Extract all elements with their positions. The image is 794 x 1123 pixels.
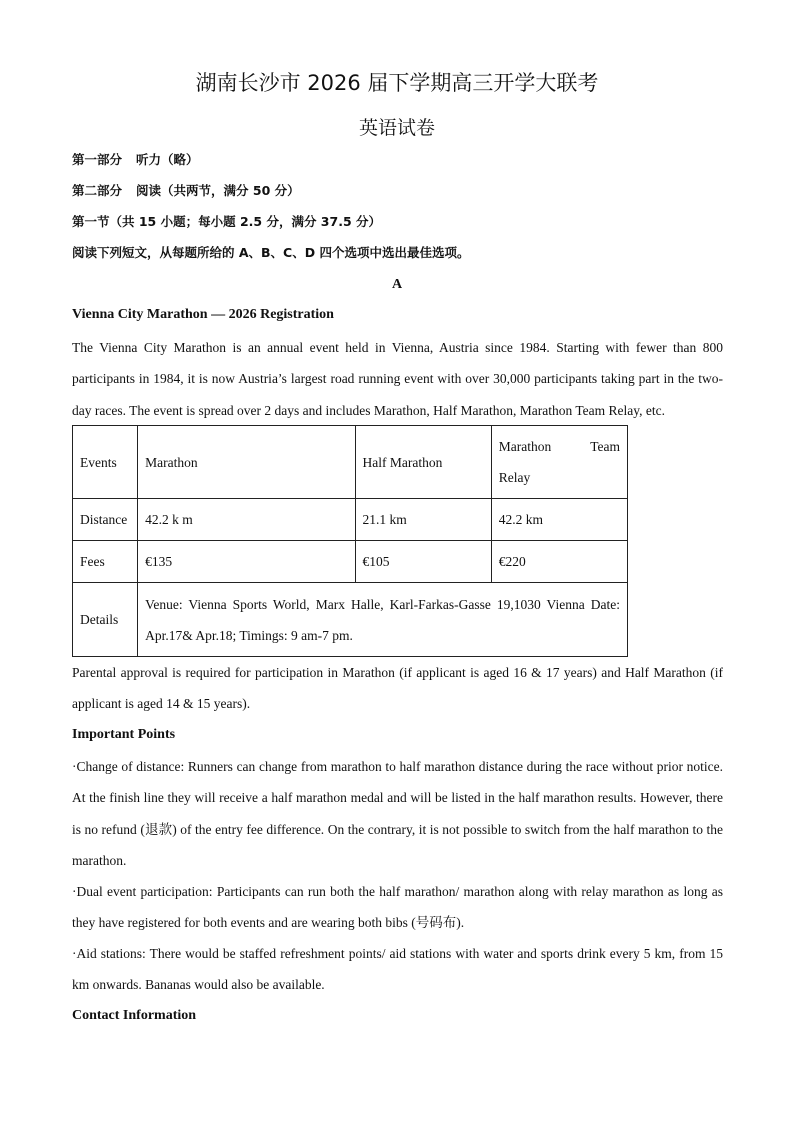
dual-event-paragraph: ·Dual event participation: Participants can run both the half marathon/ marathon along with relay marathon as long as they have registered for both events and are wearing both bibs (号码布). bbox=[72, 884, 723, 931]
cell-fees-relay: €220 bbox=[491, 541, 627, 583]
passage-letter: A bbox=[391, 277, 403, 292]
events-table bbox=[72, 425, 628, 657]
cell-distance-half: 21.1 km bbox=[355, 499, 491, 541]
part-one-heading bbox=[72, 152, 199, 168]
cell-details-label: Details bbox=[73, 583, 138, 657]
contact-information-heading: Contact Information bbox=[72, 1008, 197, 1023]
cell-distance-marathon: 42.2 k m bbox=[138, 499, 355, 541]
part-two-text: 阅读（共两节，满分 50 分） bbox=[136, 183, 300, 198]
part-two-heading bbox=[72, 183, 300, 199]
cell-header-half: Half Marathon bbox=[355, 426, 491, 499]
table-row-details bbox=[73, 583, 628, 657]
relay-word-marathon: Marathon bbox=[498, 439, 552, 454]
relay-word-team: Team bbox=[590, 439, 620, 454]
exam-subtitle: 英语试卷 bbox=[358, 117, 435, 139]
part-one-text: 听力（略） bbox=[136, 152, 199, 167]
table-row-fees bbox=[73, 541, 628, 583]
cell-details-text: Venue: Vienna Sports World, Marx Halle, Karl-Farkas-Gasse 19,1030 Vienna Date: Apr.17& Apr.18; Timings: 9 am-7 pm. bbox=[138, 583, 628, 657]
change-of-distance-paragraph: ·Change of distance: Runners can change from marathon to half marathon distance during the race without prior notice. At the finish line they will receive a half marathon medal and will be listed in the half marathon results. However, there is no refund (退款) of the entry fee difference. On the contrary, it is not possible to switch from the half marathon to the marathon. bbox=[72, 759, 723, 868]
relay-word-relay: Relay bbox=[498, 470, 531, 485]
passage-title: Vienna City Marathon — 2026 Registration bbox=[72, 307, 334, 322]
cell-fees-marathon: €135 bbox=[138, 541, 355, 583]
aid-stations-paragraph: ·Aid stations: There would be staffed refreshment points/ aid stations with water and sports drink every 5 km, from 15 km onwards. Bananas would also be available. bbox=[72, 946, 723, 993]
part-two-label: 第二部分 bbox=[72, 183, 123, 198]
intro-paragraph: The Vienna City Marathon is an annual event held in Vienna, Austria since 1984. Starting with fewer than 800 participants in 1984, it is now Austria’s largest road running event with over 30,000 participants taking part in the two-day races. The event is spread over 2 days and includes Marathon, Half Marathon, Marathon Team Relay, etc. bbox=[72, 340, 723, 418]
table-row-header bbox=[73, 426, 628, 499]
section-one-heading: 第一节（共 15 小题；每小题 2.5 分，满分 37.5 分） bbox=[72, 214, 381, 229]
exam-title: 湖南长沙市 2026 届下学期高三开学大联考 bbox=[195, 71, 599, 95]
events-table-wrapper bbox=[72, 425, 628, 657]
cell-distance-label: Distance bbox=[73, 499, 138, 541]
cell-header-relay bbox=[491, 426, 627, 499]
table-row-distance bbox=[73, 499, 628, 541]
parental-approval-paragraph: Parental approval is required for participation in Marathon (if applicant is aged 16 & 17 years) and Half Marathon (if applicant is aged 14 & 15 years). bbox=[72, 665, 723, 712]
cell-fees-half: €105 bbox=[355, 541, 491, 583]
important-points-heading: Important Points bbox=[72, 727, 176, 742]
reading-instruction: 阅读下列短文，从每题所给的 A、B、C、D 四个选项中选出最佳选项。 bbox=[72, 245, 470, 260]
cell-header-marathon: Marathon bbox=[138, 426, 355, 499]
cell-fees-label: Fees bbox=[73, 541, 138, 583]
cell-events-label: Events bbox=[73, 426, 138, 499]
part-one-label: 第一部分 bbox=[72, 152, 123, 167]
cell-distance-relay: 42.2 km bbox=[491, 499, 627, 541]
